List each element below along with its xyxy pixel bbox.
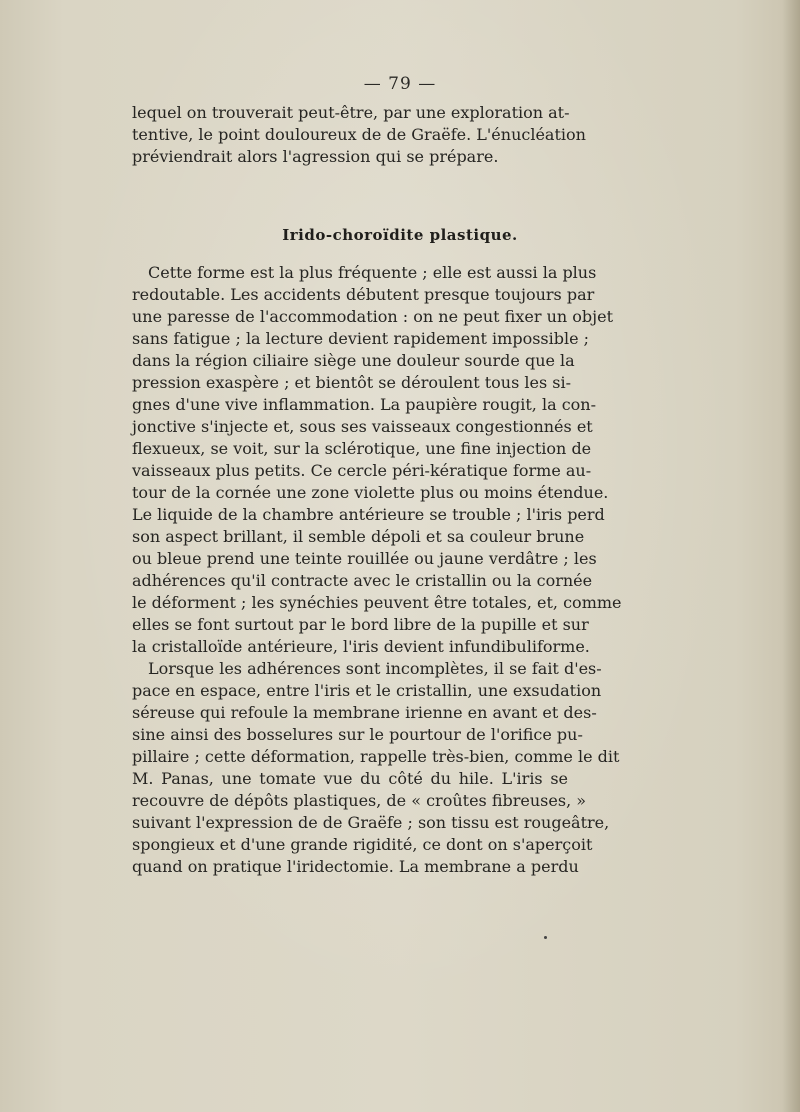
text-line: Lorsque les adhérences sont incomplètes, il se fait d'es-	[148, 659, 602, 678]
text-line: Cette forme est la plus fréquente ; elle est aussi la plus	[148, 263, 597, 282]
text-line: lequel on trouverait peut-être, par une exploration at-	[132, 103, 570, 122]
text-line: elles se font surtout par le bord libre de la pupille et sur	[132, 615, 589, 634]
body-text	[132, 262, 622, 878]
text-line: séreuse qui refoule la membrane irienne en avant et des-	[132, 703, 597, 722]
text-line: recouvre de dépôts plastiques, de « croûtes fibreuses, »	[132, 791, 587, 810]
text-line: adhérences qu'il contracte avec le cristallin ou la cornée	[132, 571, 593, 590]
text-line: flexueux, se voit, sur la sclérotique, une fine injection de	[132, 439, 592, 458]
text-line: tentive, le point douloureux de de Graëfe. L'énucléation	[132, 125, 586, 144]
text-line: une paresse de l'accommodation : on ne peut fixer un objet	[132, 307, 613, 326]
page-edge-shadow	[782, 0, 800, 1112]
text-line: suivant l'expression de de Graëfe ; son tissu est rougeâtre,	[132, 813, 610, 832]
ink-speck	[544, 936, 547, 939]
text-line: gnes d'une vive inflammation. La paupière rougit, la con-	[132, 395, 596, 414]
text-line: jonctive s'injecte et, sous ses vaisseaux congestionnés et	[132, 417, 593, 436]
text-line: redoutable. Les accidents débutent presque toujours par	[132, 285, 595, 304]
text-line: dans la région ciliaire siège une douleur sourde que la	[132, 351, 575, 370]
text-line: pression exaspère ; et bientôt se déroulent tous les si-	[132, 373, 571, 392]
text-line: Le liquide de la chambre antérieure se trouble ; l'iris perd	[132, 505, 605, 524]
text-line: quand on pratique l'iridectomie. La membrane a perdu	[132, 857, 579, 876]
text-line: pace en espace, entre l'iris et le cristallin, une exsudation	[132, 681, 602, 700]
text-line: sine ainsi des bosselures sur le pourtour de l'orifice pu-	[132, 725, 583, 744]
text-line: pillaire ; cette déformation, rappelle très-bien, comme le dit	[132, 747, 620, 766]
text-line: la cristalloïde antérieure, l'iris devient infundibuliforme.	[132, 637, 590, 656]
page-number: — 79 —	[363, 74, 437, 94]
text-line: sans fatigue ; la lecture devient rapidement impossible ;	[132, 329, 590, 348]
text-line: spongieux et d'une grande rigidité, ce dont on s'aperçoit	[132, 835, 593, 854]
text-line: son aspect brillant, il semble dépoli et sa couleur brune	[132, 527, 585, 546]
text-line: ou bleue prend une teinte rouillée ou jaune verdâtre ; les	[132, 549, 597, 568]
text-line: tour de la cornée une zone violette plus ou moins étendue.	[132, 483, 609, 502]
section-heading: Irido-choroïdite plastique.	[282, 226, 518, 244]
text-line: M. Panas, une tomate vue du côté du hile. L'iris se	[132, 769, 568, 788]
paragraph-1	[132, 102, 586, 168]
text-line: le déforment ; les synéchies peuvent être totales, et, comme	[132, 593, 622, 612]
text-line: préviendrait alors l'agression qui se prépare.	[132, 147, 499, 166]
text-line: vaisseaux plus petits. Ce cercle péri-kératique forme au-	[132, 461, 592, 480]
